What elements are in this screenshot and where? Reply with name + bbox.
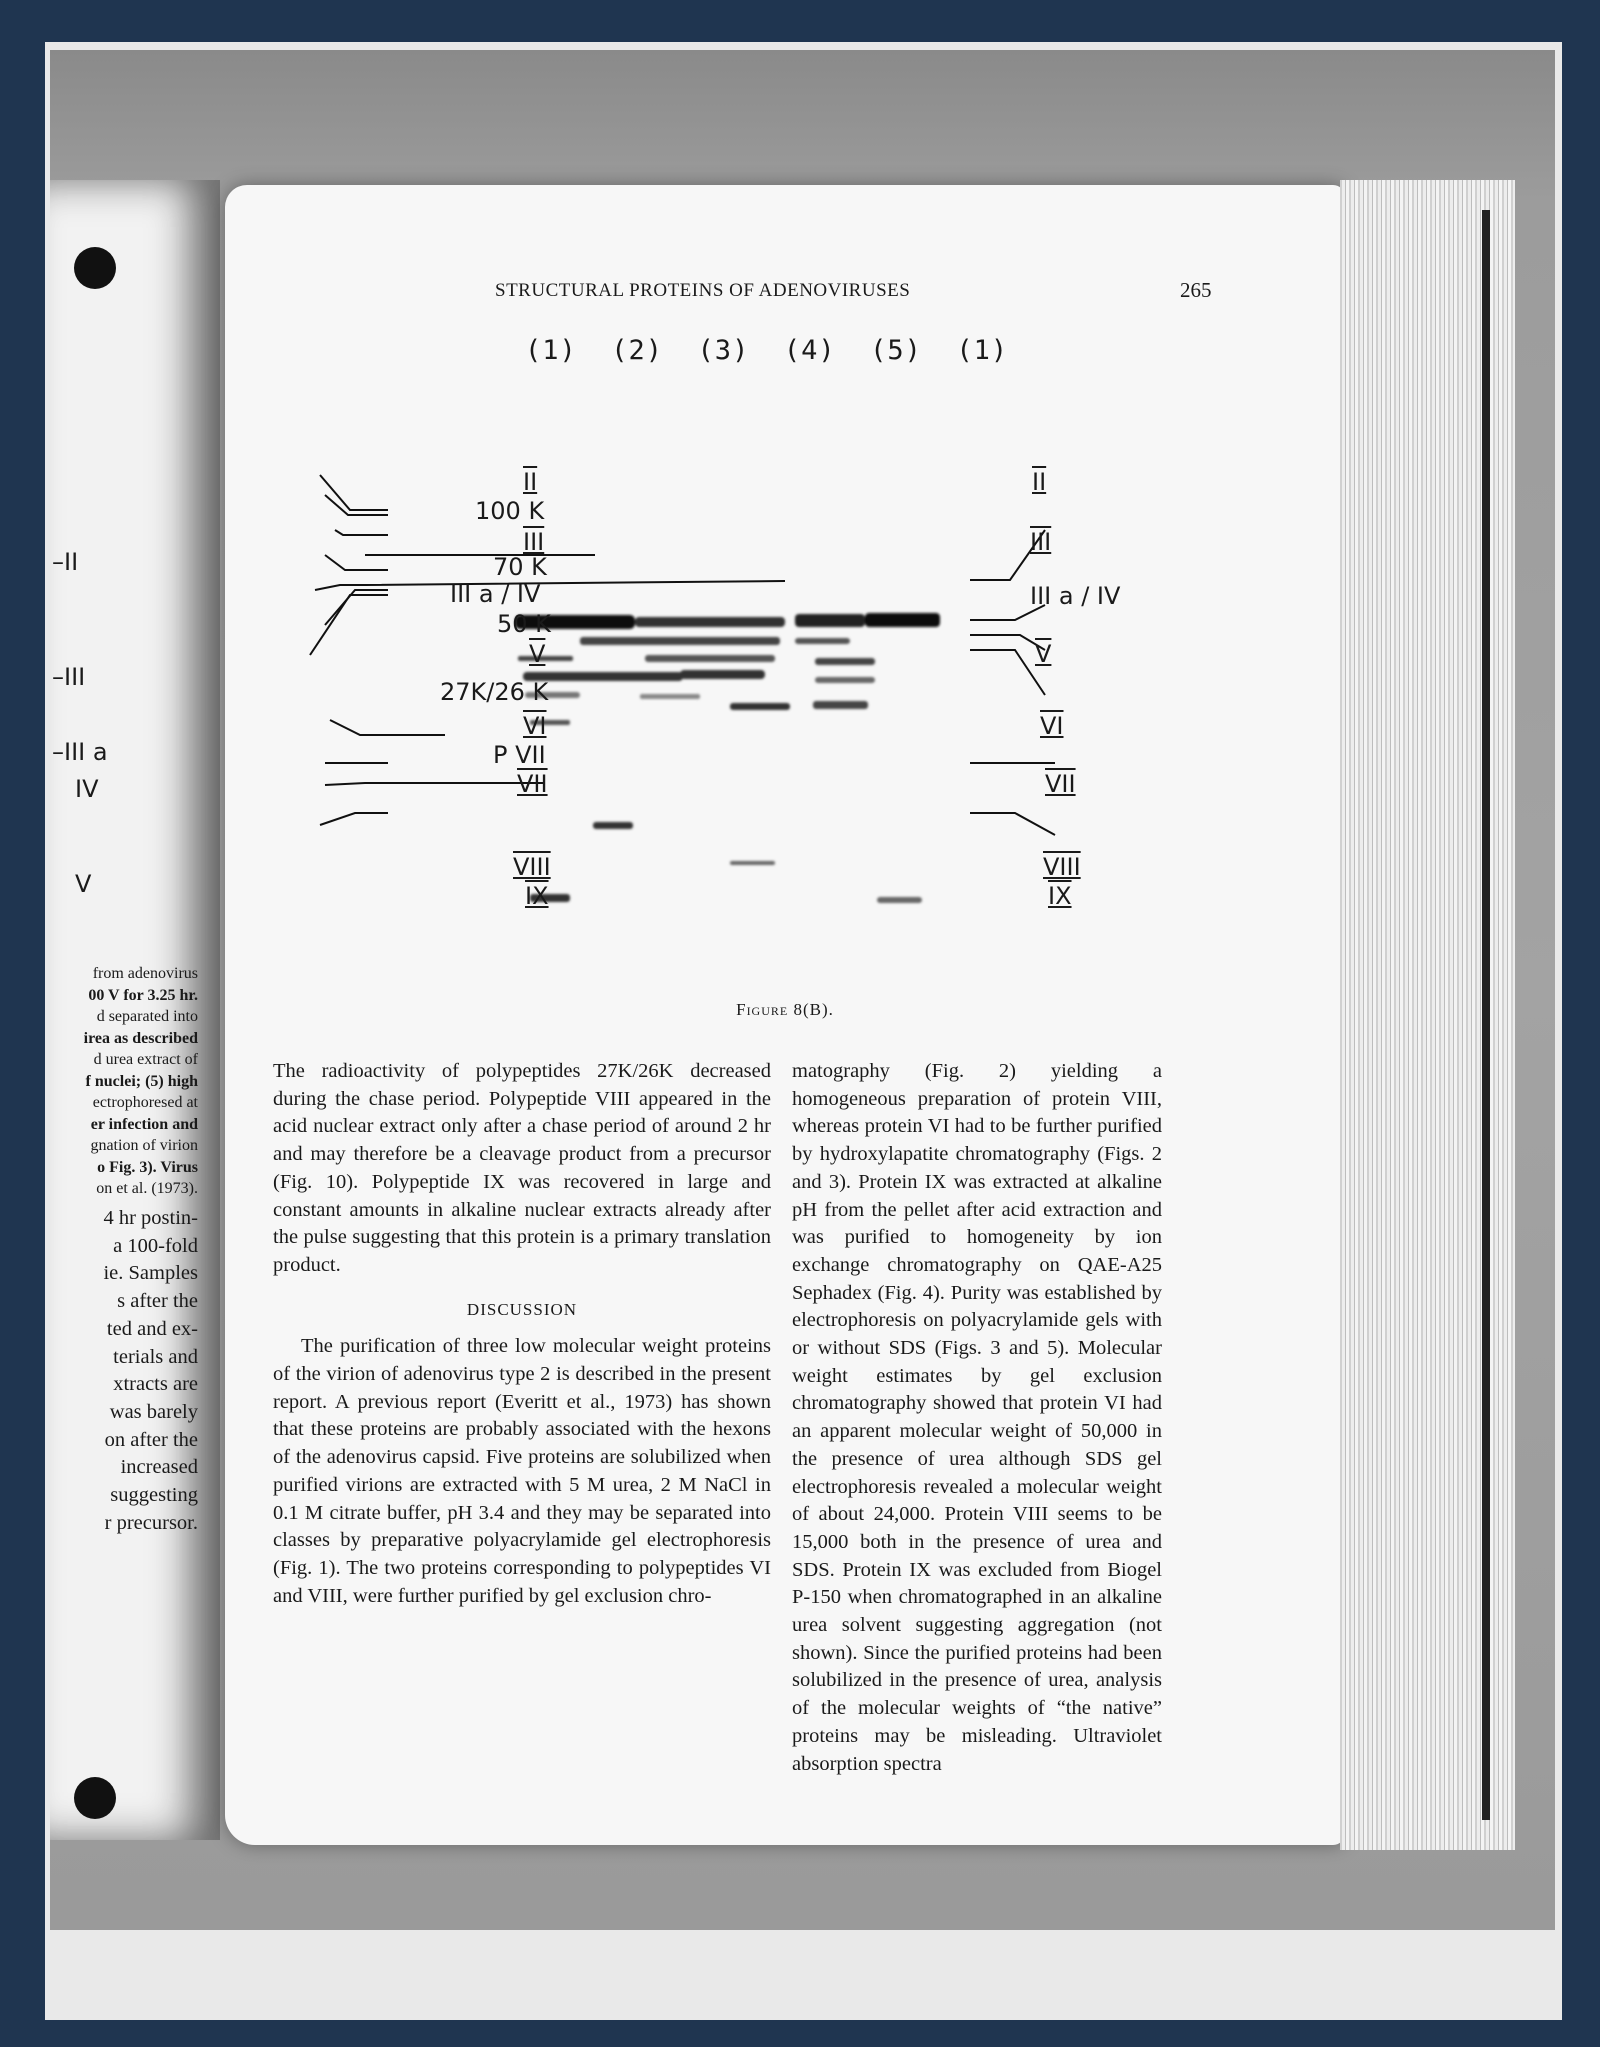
label-ii-right: II [1032,468,1047,496]
left-page-line: r precursor. [104,1511,198,1534]
band [815,677,875,683]
left-page-line: ie. Samples [103,1262,198,1285]
leader-lines [310,475,1055,1005]
left-page-mark-iv: IV [75,775,99,803]
label-ix-left: IX [525,882,549,910]
left-page-line: o Fig. 3). Virus [97,1158,198,1176]
left-page-line: xtracts are [113,1373,198,1396]
band [645,655,775,662]
paragraph: The purification of three low molecular weight proteins of the virion of adenovirus type 2 is described in the present report. A previous report (Everitt et al., 1973) has shown that these proteins are probably associated with the hexons of the adenovirus capsid. Five proteins are solubilized when purified virions are extracted with 5 M urea, 2 M NaCl in 0.1 M citrate buffer, pH 3.4 and they may be separated into classes by preparative polyacrylamide gel electrophoresis (Fig. 1). The two proteins corresponding to polypeptides VI and VIII, were further purified by gel exclusion chro- [273,1335,771,1607]
left-page-line: increased [120,1456,198,1479]
band [877,897,922,903]
page-edges [1340,180,1515,1850]
page-number: 265 [1180,278,1212,302]
left-page-line: gnation of virion [90,1137,198,1154]
band [593,822,633,829]
band [518,656,573,661]
band [640,694,700,699]
label-p-vii: P VII [493,741,546,769]
label-iiia-iv-right: III a / IV [1030,582,1121,610]
band [730,861,775,865]
label-100k: 100 K [475,497,545,525]
gel-figure [225,365,1345,1005]
left-page [50,180,220,1840]
paragraph: The radioactivity of polypeptides 27K/26K decreased during the chase period. Polypeptide VIII appeared in the acid nuclear extract only after a chase period of around 2 hr and may therefore be a cleavage product from a precursor (Fig. 10). Polypeptide IX was recovered in large and constant amounts in alkaline nuclear extracts already after the pulse suggesting that this protein is a primary translation product. [273,1060,771,1276]
left-page-line: er infection and [90,1115,198,1133]
page-edge-band [1482,210,1490,1820]
punch-hole-top [74,247,116,289]
label-v-right: V [1035,640,1052,668]
left-page-mark-iii: –III [52,663,86,691]
band [795,614,865,627]
band [815,658,875,665]
label-iii-right: III [1030,528,1052,556]
label-70k: 70 K [493,553,547,581]
punch-hole-bottom [74,1777,116,1819]
left-page-line: 00 V for 3.25 hr. [88,986,198,1004]
lane-labels: (1) (2) (3) (4) (5) (1) [525,335,1009,366]
label-ix-right: IX [1048,882,1072,910]
left-page-mark-iiia: –III a [52,738,108,766]
main-page [225,185,1345,1845]
figure-caption: Figure 8(B). [736,1000,834,1019]
left-page-line: was barely [109,1400,198,1423]
left-page-line: on after the [104,1428,198,1451]
text-column-right [792,1058,1162,1778]
running-header: STRUCTURAL PROTEINS OF ADENOVIRUSES [495,280,911,301]
left-page-mark-ii: –II [52,548,79,576]
left-page-line: d separated into [96,1008,198,1025]
left-page-line: d urea extract of [93,1051,198,1068]
left-page-line: ted and ex- [106,1317,198,1340]
label-v-left: V [529,640,546,668]
section-heading: DISCUSSION [466,1299,578,1319]
left-page-line: ectrophoresed at [92,1094,198,1111]
left-page-line: terials and [113,1345,198,1368]
paragraph: matography (Fig. 2) yielding a homogeneous preparation of protein VIII, whereas protein VI had to be further purified by hydroxylapatite chromatography (Figs. 2 and 3). Protein IX was extracted at alkaline pH from the pellet after acid extraction and was purified to homogeneity by ion exchange chromatography on QAE-A25 Sephadex (Fig. 4). Purity was established by electrophoresis on polyacrylamide gels with or without SDS (Figs. 3 and 5). Molecular weight estimates by gel exclusion chromatography showed that protein VI had an apparent molecular weight of 50,000 in the presence of urea although SDS gel electrophoresis revealed a molecular weight of about 24,000. Protein VIII seems to be 15,000 both in the presence of urea and SDS. Protein IX was excluded from Biogel P-150 when chromatographed in an alkaline urea solvent suggesting aggregation (not shown). Since the purified proteins had been solubilized in the presence of urea, analysis of the molecular weights of “the native” proteins may be misleading. Ultraviolet absorption spectra [792,1060,1162,1775]
label-vii-left: VII [517,770,548,798]
left-page-line: s after the [117,1290,198,1313]
band [865,613,940,627]
label-27k-26k: 27K/26 K [440,678,549,706]
label-viii-left: VIII [513,853,551,881]
label-iiia-iv-left: III a / IV [450,580,541,608]
left-page-line: 4 hr postin- [103,1207,198,1229]
label-viii-right: VIII [1043,853,1081,881]
label-vii-right: VII [1045,770,1076,798]
label-ii-left: II [523,468,538,496]
band [580,637,780,645]
label-iii-left: III [523,528,545,556]
label-vi-left: VI [523,712,547,740]
left-page-line: f nuclei; (5) high [85,1072,198,1090]
left-page-mark-v: V [75,870,92,898]
gel-bands [515,613,940,1005]
band [730,703,790,710]
band [680,670,765,679]
left-page-line: irea as described [83,1029,198,1047]
label-50k: 50 K [497,610,551,638]
left-page-line: on et al. (1973). [96,1180,198,1197]
left-page-line: a 100-fold [113,1234,198,1257]
text-column-left [273,1058,771,1610]
left-page-line: suggesting [110,1484,198,1506]
label-vi-right: VI [1040,712,1064,740]
band [795,638,850,644]
left-page-line: from adenovirus [92,965,198,982]
band [813,701,868,709]
band [635,617,785,627]
